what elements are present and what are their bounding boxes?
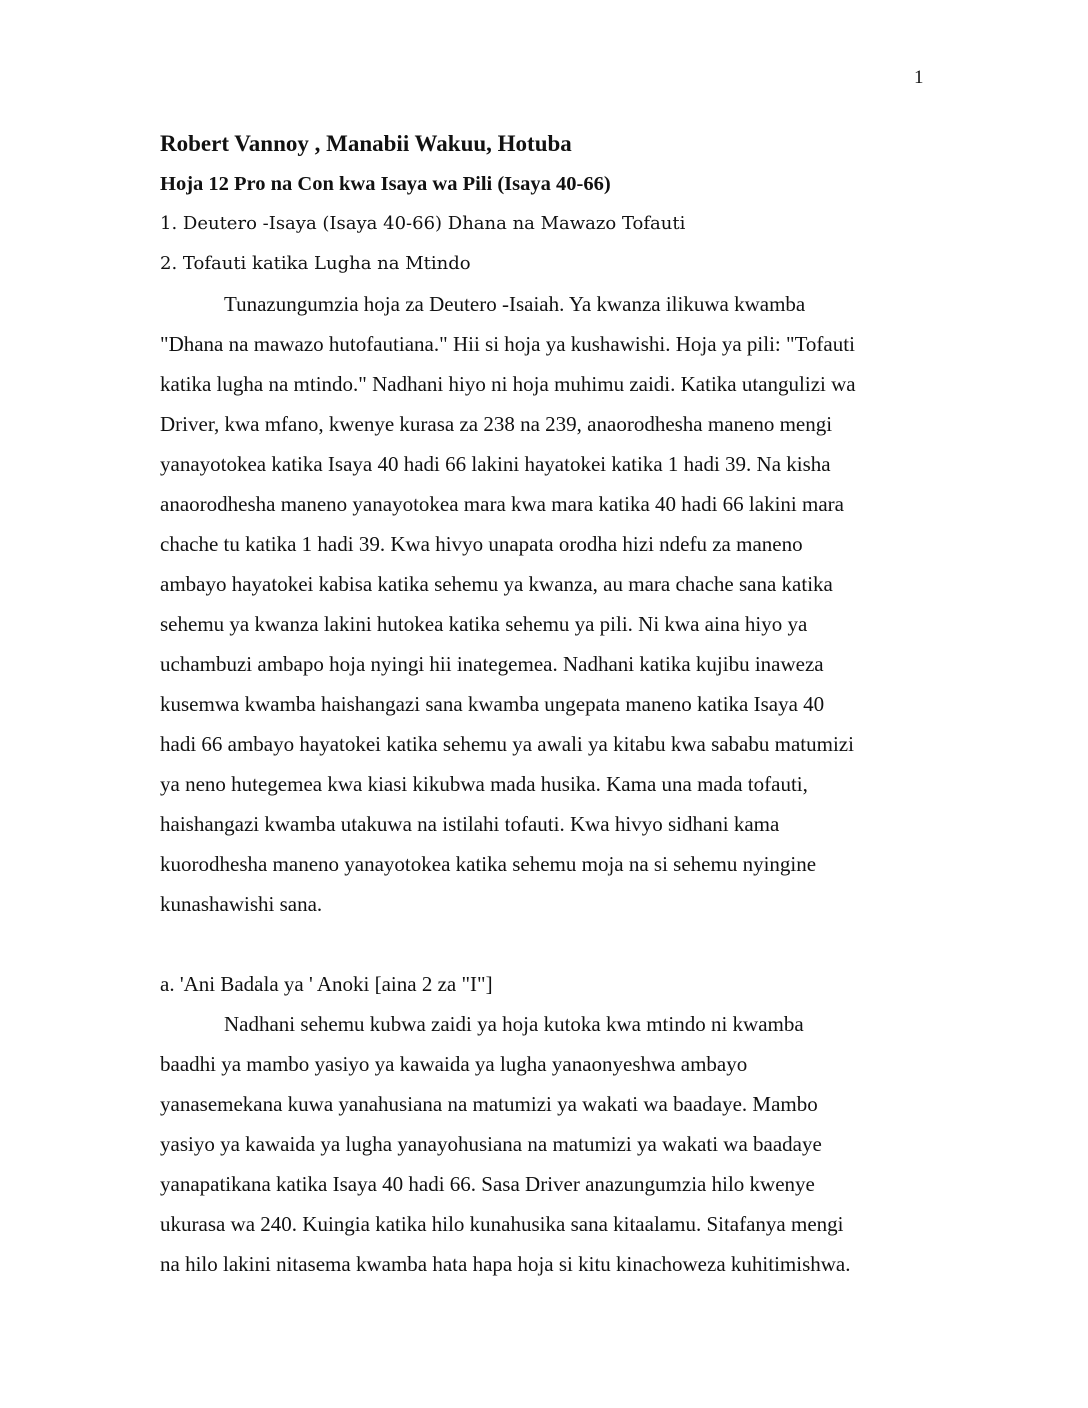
- paragraph-line: "Dhana na mawazo hutofautiana." Hii si hoja ya kushawishi. Hoja ya pili: "Tofauti: [160, 332, 855, 356]
- paragraph-line: ambayo hayatokei kabisa katika sehemu ya kwanza, au mara chache sana katika: [160, 572, 833, 596]
- paragraph-1: [160, 284, 930, 924]
- paragraph-line: Nadhani sehemu kubwa zaidi ya hoja kutoka kwa mtindo ni kwamba: [224, 1012, 804, 1036]
- paragraph-line: ukurasa wa 240. Kuingia katika hilo kunahusika sana kitaalamu. Sitafanya mengi: [160, 1212, 844, 1236]
- paragraph-2: [160, 1004, 930, 1284]
- paragraph-line: ya neno hutegemea kwa kiasi kikubwa mada husika. Kama una mada tofauti,: [160, 772, 808, 796]
- page-number: 1: [914, 67, 924, 88]
- paragraph-line: yanayotokea katika Isaya 40 hadi 66 lakini hayatokei katika 1 hadi 39. Na kisha: [160, 452, 831, 476]
- paragraph-line: sehemu ya kwanza lakini hutokea katika sehemu ya pili. Ni kwa aina hiyo ya: [160, 612, 808, 636]
- paragraph-line: hadi 66 ambayo hayatokei katika sehemu ya awali ya kitabu kwa sababu matumizi: [160, 732, 854, 756]
- paragraph-line: anaorodhesha maneno yanayotokea mara kwa mara katika 40 hadi 66 lakini mara: [160, 492, 844, 516]
- section-heading-1: 1. Deutero -Isaya (Isaya 40-66) Dhana na Mawazo Tofauti: [160, 213, 686, 234]
- section-spacer: [160, 924, 930, 964]
- paragraph-line: Tunazungumzia hoja za Deutero -Isaiah. Ya kwanza ilikuwa kwamba: [224, 292, 806, 316]
- document-subtitle: Hoja 12 Pro na Con kwa Isaya wa Pili (Isaya 40-66): [160, 173, 611, 195]
- paragraph-line: Driver, kwa mfano, kwenye kurasa za 238 na 239, anaorodhesha maneno mengi: [160, 412, 833, 436]
- paragraph-line: yasiyo ya kawaida ya lugha yanayohusiana na matumizi ya wakati wa baadaye: [160, 1132, 822, 1156]
- paragraph-line: uchambuzi ambapo hoja nyingi hii inategemea. Nadhani katika kujibu inaweza: [160, 652, 824, 676]
- paragraph-line: kuorodhesha maneno yanayotokea katika sehemu moja na si sehemu nyingine: [160, 852, 817, 876]
- paragraph-line: na hilo lakini nitasema kwamba hata hapa hoja si kitu kinachoweza kuhitimishwa.: [160, 1252, 851, 1276]
- paragraph-line: haishangazi kwamba utakuwa na istilahi tofauti. Kwa hivyo sidhani kama: [160, 812, 780, 836]
- document-body: [160, 124, 930, 1284]
- paragraph-line: yanasemekana kuwa yanahusiana na matumizi ya wakati wa baadaye. Mambo: [160, 1092, 818, 1116]
- paragraph-line: chache tu katika 1 hadi 39. Kwa hivyo unapata orodha hizi ndefu za maneno: [160, 532, 803, 556]
- document-title: Robert Vannoy , Manabii Wakuu, Hotuba: [160, 131, 572, 156]
- paragraph-line: kusemwa kwamba haishangazi sana kwamba ungepata maneno katika Isaya 40: [160, 692, 825, 716]
- paragraph-line: katika lugha na mtindo." Nadhani hiyo ni hoja muhimu zaidi. Katika utangulizi wa: [160, 372, 856, 396]
- section-heading-a: a. 'Ani Badala ya ' Anoki [aina 2 za "I"]: [160, 972, 493, 996]
- paragraph-line: baadhi ya mambo yasiyo ya kawaida ya lugha yanaonyeshwa ambayo: [160, 1052, 748, 1076]
- paragraph-line: kunashawishi sana.: [160, 892, 323, 916]
- paragraph-line: yanapatikana katika Isaya 40 hadi 66. Sasa Driver anazungumzia hilo kwenye: [160, 1172, 815, 1196]
- section-heading-2: 2. Tofauti katika Lugha na Mtindo: [160, 253, 471, 274]
